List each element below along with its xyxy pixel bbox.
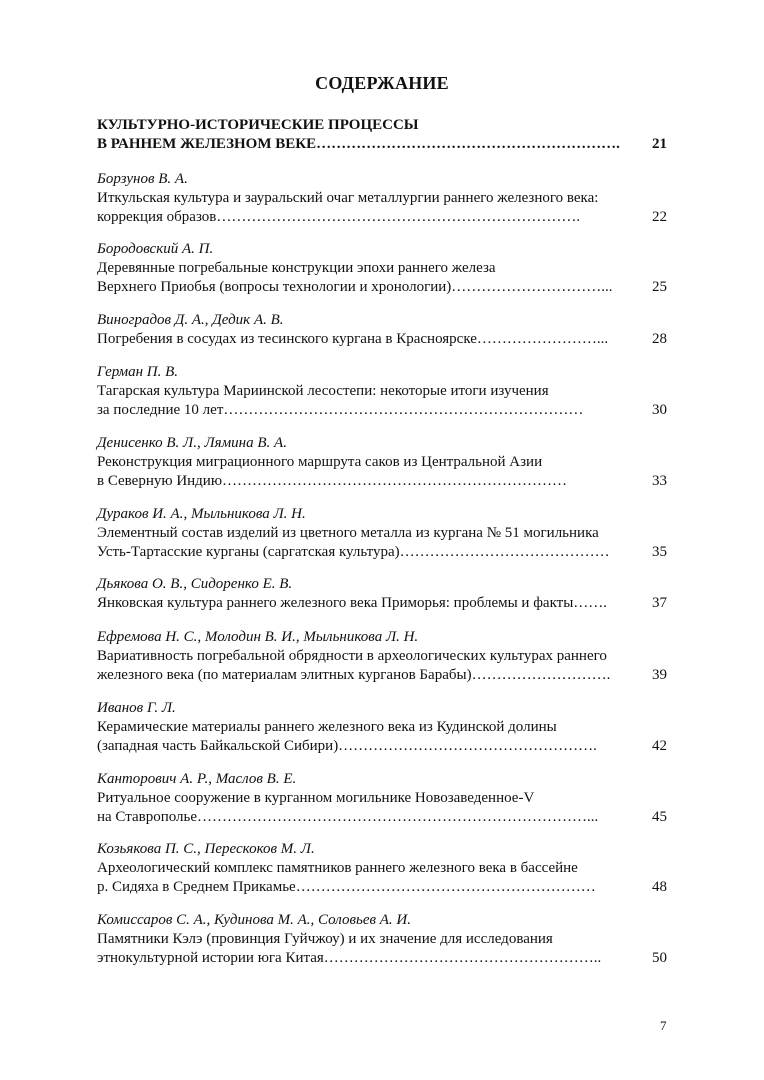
- entry-page-number: 50: [652, 950, 667, 966]
- entry-title-text: на Ставрополье……………………………………………………………………...: [97, 809, 599, 825]
- entry-title-last-line: [97, 808, 667, 827]
- entry-page-number: 22: [652, 209, 667, 225]
- entry-page-number: 30: [652, 402, 667, 418]
- toc-entry[interactable]: [97, 363, 667, 420]
- entry-title-last-line: [97, 472, 667, 491]
- entry-authors: Канторович А. Р., Маслов В. Е.: [97, 771, 297, 787]
- entry-title-last-line: [97, 666, 667, 685]
- entry-title-line: Археологический комплекс памятников раннего железного века в бассейне: [97, 860, 578, 876]
- entry-title-line: Керамические материалы раннего железного века из Кудинской долины: [97, 719, 557, 735]
- entry-title-last-line: [97, 543, 667, 562]
- entry-authors: Иванов Г. Л.: [97, 700, 176, 716]
- entry-title-text: Верхнего Приобья (вопросы технологии и хронологии)…………………………...: [97, 279, 613, 295]
- section-title-line-2: [97, 135, 667, 154]
- entry-authors: Борзунов В. А.: [97, 171, 188, 187]
- entry-title-text: железного века (по материалам элитных курганов Барабы)……………………….: [97, 667, 611, 683]
- entry-page-number: 45: [652, 809, 667, 825]
- entry-title-line: Тагарская культура Мариинской лесостепи: некоторые итоги изучения: [97, 383, 549, 399]
- entry-authors: Виноградов Д. А., Дедик А. В.: [97, 312, 284, 328]
- entry-title-line: Памятники Кэлэ (провинция Гуйчжоу) и их значение для исследования: [97, 931, 553, 947]
- entry-title-text: в Северную Индию……………………………………………………………: [97, 473, 568, 489]
- entry-title-text: Погребения в сосудах из тесинского кургана в Красноярске……………………...: [97, 331, 609, 347]
- entry-page-number: 48: [652, 879, 667, 895]
- toc-entry[interactable]: [97, 240, 667, 297]
- entry-page-number: 33: [652, 473, 667, 489]
- entry-title-text: этнокультурной истории юга Китая………………………………………………..: [97, 950, 602, 966]
- toc-entry[interactable]: [97, 911, 667, 968]
- entry-title-line: Реконструкция миграционного маршрута саков из Центральной Азии: [97, 454, 543, 470]
- entry-title-text: Янковская культура раннего железного века Приморья: проблемы и факты…….: [97, 595, 608, 611]
- entry-page-number: 37: [652, 595, 667, 611]
- entry-title-last-line: [97, 208, 667, 227]
- entry-title-last-line: [97, 401, 667, 420]
- entry-authors: Ефремова Н. С., Молодин В. И., Мыльникова Л. Н.: [97, 629, 419, 645]
- toc-entry[interactable]: [97, 505, 667, 562]
- entry-title-last-line: [97, 737, 667, 756]
- entry-authors: Денисенко В. Л., Лямина В. А.: [97, 435, 287, 451]
- entry-authors: Дьякова О. В., Сидоренко Е. В.: [97, 576, 293, 592]
- entry-page-number: 28: [652, 331, 667, 347]
- toc-entry[interactable]: [97, 628, 667, 685]
- entry-title-last-line: [97, 278, 667, 297]
- entry-title-last-line: [97, 878, 667, 897]
- toc-entry[interactable]: [97, 770, 667, 827]
- section-title-line-1: КУЛЬТУРНО-ИСТОРИЧЕСКИЕ ПРОЦЕССЫ: [97, 117, 419, 133]
- entry-title-line: Ритуальное сооружение в курганном могильнике Новозаведенное-V: [97, 790, 535, 806]
- toc-entry[interactable]: [97, 311, 667, 349]
- entry-authors: Дураков И. А., Мыльникова Л. Н.: [97, 506, 306, 522]
- toc-entry[interactable]: [97, 434, 667, 491]
- entry-authors: Козьякова П. С., Перескоков М. Л.: [97, 841, 315, 857]
- entry-title-text: (западная часть Байкальской Сибири)…………………………………………….: [97, 738, 597, 754]
- section-title-text: В РАННЕМ ЖЕЛЕЗНОМ ВЕКЕ…………………………………………………….: [97, 136, 620, 152]
- entry-title-last-line: [97, 949, 667, 968]
- entry-page-number: 39: [652, 667, 667, 683]
- entry-title-text: Усть-Тартасские курганы (саргатская культура)……………………………………: [97, 544, 610, 560]
- entry-title-line: Деревянные погребальные конструкции эпохи раннего железа: [97, 260, 496, 276]
- page-number: 7: [660, 1018, 667, 1033]
- entry-title-text: за последние 10 лет………………………………………………………………: [97, 402, 584, 418]
- section-page-number: 21: [652, 136, 667, 152]
- toc-entry[interactable]: [97, 575, 667, 613]
- entry-title-last-line: [97, 330, 667, 349]
- entry-authors: Бородовский А. П.: [97, 241, 214, 257]
- entry-title-line: Вариативность погребальной обрядности в археологических культурах раннего: [97, 648, 607, 664]
- entry-authors: Герман П. В.: [97, 364, 179, 380]
- entry-authors: Комиссаров С. А., Кудинова М. А., Соловьев А. И.: [97, 912, 411, 928]
- entry-page-number: 25: [652, 279, 667, 295]
- entry-page-number: 42: [652, 738, 667, 754]
- entry-title-line: Иткульская культура и зауральский очаг металлургии раннего железного века:: [97, 190, 599, 206]
- entry-title-text: р. Сидяха в Среднем Прикамье……………………………………………………: [97, 879, 596, 895]
- page-title: СОДЕРЖАНИЕ: [315, 73, 449, 93]
- toc-entry[interactable]: [97, 170, 667, 227]
- entry-title-last-line: [97, 594, 667, 613]
- section-heading: [97, 116, 667, 154]
- entry-page-number: 35: [652, 544, 667, 560]
- toc-entry[interactable]: [97, 840, 667, 897]
- entry-title-text: коррекция образов……………………………………………………………….: [97, 209, 581, 225]
- toc-entry[interactable]: [97, 699, 667, 756]
- entry-title-line: Элементный состав изделий из цветного металла из кургана № 51 могильника: [97, 525, 599, 541]
